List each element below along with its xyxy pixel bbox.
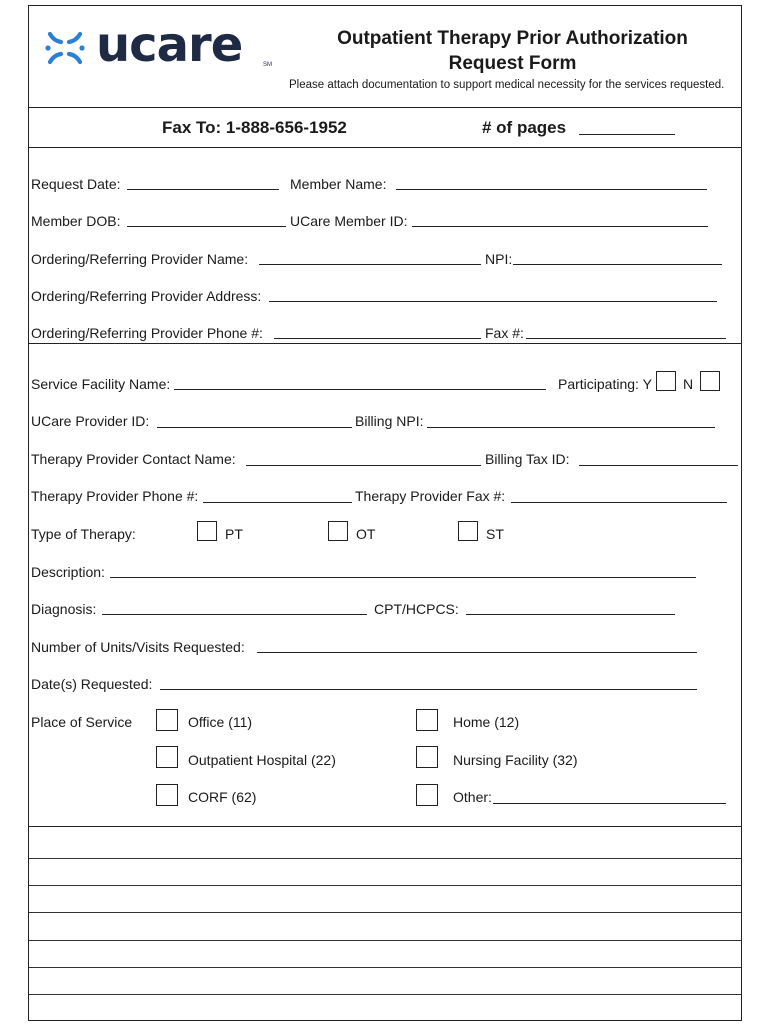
therapy-st-checkbox[interactable] [458,521,478,541]
contact-name-field[interactable] [246,465,481,466]
provider-fax-field[interactable] [526,338,726,339]
notes-section [28,826,742,1021]
notes-line[interactable] [29,885,741,886]
contact-name-label: Therapy Provider Contact Name: [31,451,236,467]
notes-line[interactable] [29,858,741,859]
diagnosis-field[interactable] [102,614,367,615]
therapy-ot-checkbox[interactable] [328,521,348,541]
member-id-field[interactable] [412,226,708,227]
pos-corf-label: CORF (62) [188,789,257,805]
place-of-service-label: Place of Service [31,714,133,730]
pos-other-label: Other: [453,789,492,805]
therapy-phone-field[interactable] [203,502,352,503]
participating-yes-checkbox[interactable] [656,371,676,391]
ucare-mark-icon [44,27,86,69]
member-id-label: UCare Member ID: [290,213,408,229]
npi-field[interactable] [513,264,722,265]
facility-name-field[interactable] [174,389,546,390]
diagnosis-label: Diagnosis: [31,601,97,617]
member-name-label: Member Name: [290,176,387,192]
pos-home-checkbox[interactable] [416,709,438,731]
provider-name-field[interactable] [259,264,481,265]
description-label: Description: [31,564,105,580]
pages-field[interactable] [579,134,675,135]
notes-line[interactable] [29,940,741,941]
billing-npi-field[interactable] [427,427,715,428]
member-name-field[interactable] [396,189,707,190]
participating-label: Participating: Y [558,376,652,392]
provider-address-field[interactable] [269,301,717,302]
facility-name-label: Service Facility Name: [31,376,171,392]
service-mark: SM [263,62,272,68]
provider-address-label: Ordering/Referring Provider Address: [31,288,262,304]
therapy-pt-checkbox[interactable] [197,521,217,541]
dates-label: Date(s) Requested: [31,676,153,692]
cpt-label: CPT/HCPCS: [374,601,459,617]
participating-no-label: N [683,376,694,392]
header-divider [28,107,742,108]
npi-label: NPI: [485,251,513,267]
pages-label: # of pages [482,118,567,137]
provider-id-label: UCare Provider ID: [31,413,150,429]
therapy-fax-field[interactable] [511,502,727,503]
form-title-line1: Outpatient Therapy Prior Authorization [337,28,688,49]
billing-tax-field[interactable] [579,465,738,466]
units-field[interactable] [257,652,697,653]
member-dob-field[interactable] [127,226,286,227]
provider-phone-field[interactable] [274,338,481,339]
pos-outpatient-checkbox[interactable] [156,746,178,768]
dates-field[interactable] [160,689,697,690]
ucare-wordmark: ucare [96,17,243,73]
therapy-phone-label: Therapy Provider Phone #: [31,488,199,504]
pos-corf-checkbox[interactable] [156,784,178,806]
therapy-type-label: Type of Therapy: [31,526,136,542]
provider-phone-label: Ordering/Referring Provider Phone #: [31,325,263,341]
request-date-field[interactable] [127,189,279,190]
notes-line[interactable] [29,912,741,913]
cpt-field[interactable] [466,614,675,615]
pos-nursing-label: Nursing Facility (32) [453,752,578,768]
ucare-logo [44,17,274,73]
fax-to: Fax To: 1-888-656-1952 [162,118,347,137]
billing-tax-label: Billing Tax ID: [485,451,570,467]
therapy-st-label: ST [486,526,504,542]
provider-id-field[interactable] [157,427,352,428]
member-dob-label: Member DOB: [31,213,121,229]
billing-npi-label: Billing NPI: [355,413,424,429]
pos-outpatient-label: Outpatient Hospital (22) [188,752,336,768]
form-title-line2: Request Form [448,53,577,74]
therapy-ot-label: OT [356,526,376,542]
participating-no-checkbox[interactable] [700,371,720,391]
notes-line[interactable] [29,994,741,995]
pos-nursing-checkbox[interactable] [416,746,438,768]
description-field[interactable] [110,577,696,578]
pos-office-checkbox[interactable] [156,709,178,731]
pos-office-label: Office (11) [188,714,253,730]
provider-fax-label: Fax #: [485,325,524,341]
notes-line[interactable] [29,967,741,968]
form-instruction: Please attach documentation to support medical necessity for the services requested. [289,79,725,91]
pos-home-label: Home (12) [453,714,520,730]
therapy-pt-label: PT [225,526,243,542]
units-label: Number of Units/Visits Requested: [31,639,245,655]
therapy-fax-label: Therapy Provider Fax #: [355,488,506,504]
provider-name-label: Ordering/Referring Provider Name: [31,251,249,267]
request-date-label: Request Date: [31,176,121,192]
pos-other-checkbox[interactable] [416,784,438,806]
pos-other-field[interactable] [493,803,726,804]
